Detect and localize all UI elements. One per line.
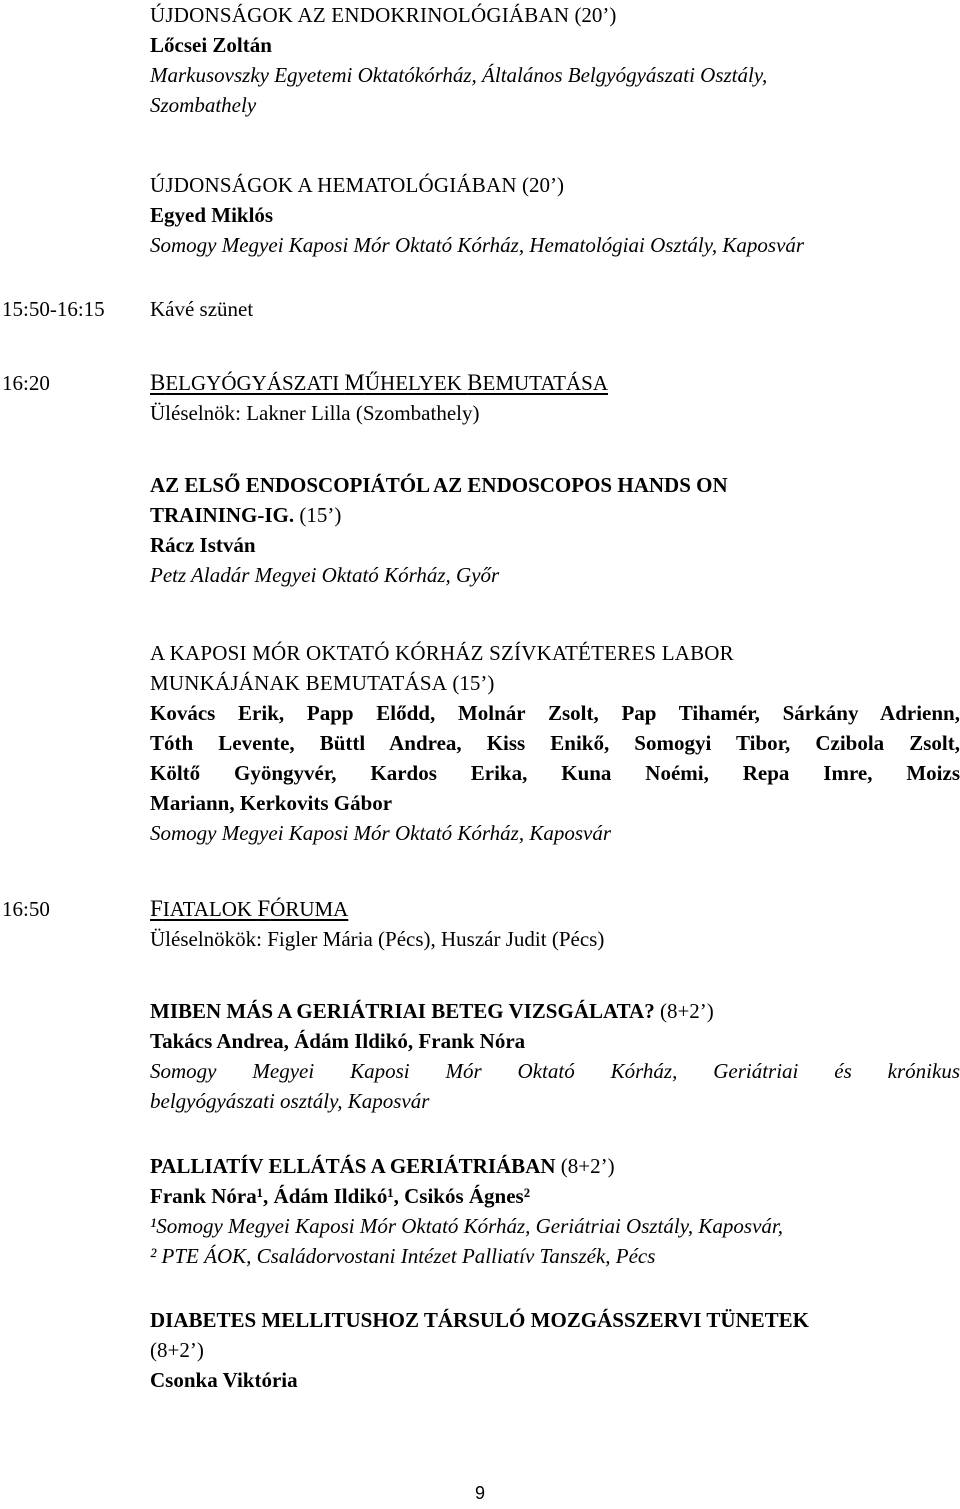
- talk-authors: Csonka Viktória: [150, 1368, 298, 1392]
- item-author: Lőcsei Zoltán: [150, 33, 272, 57]
- item-title: ÚJDONSÁGOK AZ ENDOKRINOLÓGIÁBAN: [150, 3, 570, 27]
- session1-talk1: [150, 470, 960, 590]
- talk-title-line2: TRAINING-IG. (15’): [150, 503, 342, 527]
- talk-affiliation: Somogy Megyei Kaposi Mór Oktató Kórház, Kaposvár: [150, 821, 612, 845]
- talk-duration: (8+2’): [654, 999, 714, 1023]
- talk-duration: (8+2’): [555, 1154, 615, 1178]
- talk-authors-line2: Tóth Levente, Büttl Andrea, Kiss Enikő, Somogyi Tibor, Czibola Zsolt,: [150, 731, 960, 755]
- talk-title-line: DIABETES MELLITUSHOZ TÁRSULÓ MOZGÁSSZERVI TÜNETEK: [150, 1308, 810, 1332]
- talk-authors-line4: Mariann, Kerkovits Gábor: [150, 791, 393, 815]
- item-duration: (20’): [516, 173, 564, 197]
- talk-title-line: PALLIATÍV ELLÁTÁS A GERIÁTRIÁBAN (8+2’): [150, 1154, 615, 1178]
- item-endocrinology: [150, 0, 960, 120]
- session2-talk1: [150, 996, 960, 1116]
- session2-talk3: [150, 1305, 960, 1395]
- break-time: 15:50-16:15: [2, 297, 105, 321]
- talk-authors-line3: Költő Gyöngyvér, Kardos Erika, Kuna Noémi, Repa Imre, Moizs: [150, 761, 960, 785]
- talk-authors: Takács Andrea, Ádám Ildikó, Frank Nóra: [150, 1029, 526, 1053]
- session1-time: 16:20: [2, 371, 50, 395]
- session1-chair: Üléselnök: Lakner Lilla (Szombathely): [150, 401, 480, 425]
- item-title-line: [150, 170, 960, 200]
- session2-time: 16:50: [2, 897, 50, 921]
- talk-affiliation-line2: ² PTE ÁOK, Családorvostani Intézet Palliatív Tanszék, Pécs: [150, 1244, 656, 1268]
- session1-header: [150, 368, 960, 428]
- item-affiliation: Somogy Megyei Kaposi Mór Oktató Kórház, Hematológiai Osztály, Kaposvár: [150, 233, 805, 257]
- talk-title-line: MIBEN MÁS A GERIÁTRIAI BETEG VIZSGÁLATA? (8+2’): [150, 999, 714, 1023]
- talk-title-line2: MUNKÁJÁNAK BEMUTATÁSA (15’): [150, 671, 495, 695]
- session2-title: FIATALOK FÓRUMA: [150, 896, 349, 921]
- break-label: Kávé szünet: [150, 297, 254, 321]
- talk-author: Rácz István: [150, 533, 256, 557]
- talk-affiliation-line1: Somogy Megyei Kaposi Mór Oktató Kórház, Geriátriai és krónikus: [150, 1059, 960, 1083]
- session2-chair: Üléselnökök: Figler Mária (Pécs), Huszár Judit (Pécs): [150, 927, 605, 951]
- talk-affiliation-line1: ¹Somogy Megyei Kaposi Mór Oktató Kórház, Geriátriai Osztály, Kaposvár,: [150, 1214, 783, 1238]
- talk-title-line1: AZ ELSŐ ENDOSCOPIÁTÓL AZ ENDOSCOPOS HANDS ON: [150, 473, 728, 497]
- item-affiliation-line2: Szombathely: [150, 93, 257, 117]
- item-duration: (20’): [569, 3, 617, 27]
- session1-talk2: [150, 638, 960, 848]
- page-number: 9: [474, 1483, 485, 1503]
- item-title: ÚJDONSÁGOK A HEMATOLÓGIÁBAN: [150, 173, 517, 197]
- session2-header: [150, 894, 960, 954]
- talk-title-line1: A KAPOSI MÓR OKTATÓ KÓRHÁZ SZÍVKATÉTERES LABOR: [150, 641, 734, 665]
- talk-authors-line1: Kovács Erik, Papp Elődd, Molnár Zsolt, Pap Tihamér, Sárkány Adrienn,: [150, 701, 960, 725]
- talk-duration: (8+2’): [150, 1338, 204, 1362]
- talk-affiliation: Petz Aladár Megyei Oktató Kórház, Győr: [150, 563, 500, 587]
- session2-talk2: [150, 1151, 960, 1271]
- session1-title: BELGYÓGYÁSZATI MŰHELYEK BEMUTATÁSA: [150, 370, 609, 395]
- talk-duration: (15’): [447, 671, 495, 695]
- talk-duration: (15’): [294, 503, 342, 527]
- item-affiliation-line1: Markusovszky Egyetemi Oktatókórház, Általános Belgyógyászati Osztály,: [150, 63, 768, 87]
- item-title-line: [150, 0, 960, 30]
- talk-affiliation-line2: belgyógyászati osztály, Kaposvár: [150, 1089, 430, 1113]
- item-hematology: [150, 170, 960, 260]
- item-author: Egyed Miklós: [150, 203, 274, 227]
- talk-authors: Frank Nóra¹, Ádám Ildikó¹, Csikós Ágnes²: [150, 1184, 531, 1208]
